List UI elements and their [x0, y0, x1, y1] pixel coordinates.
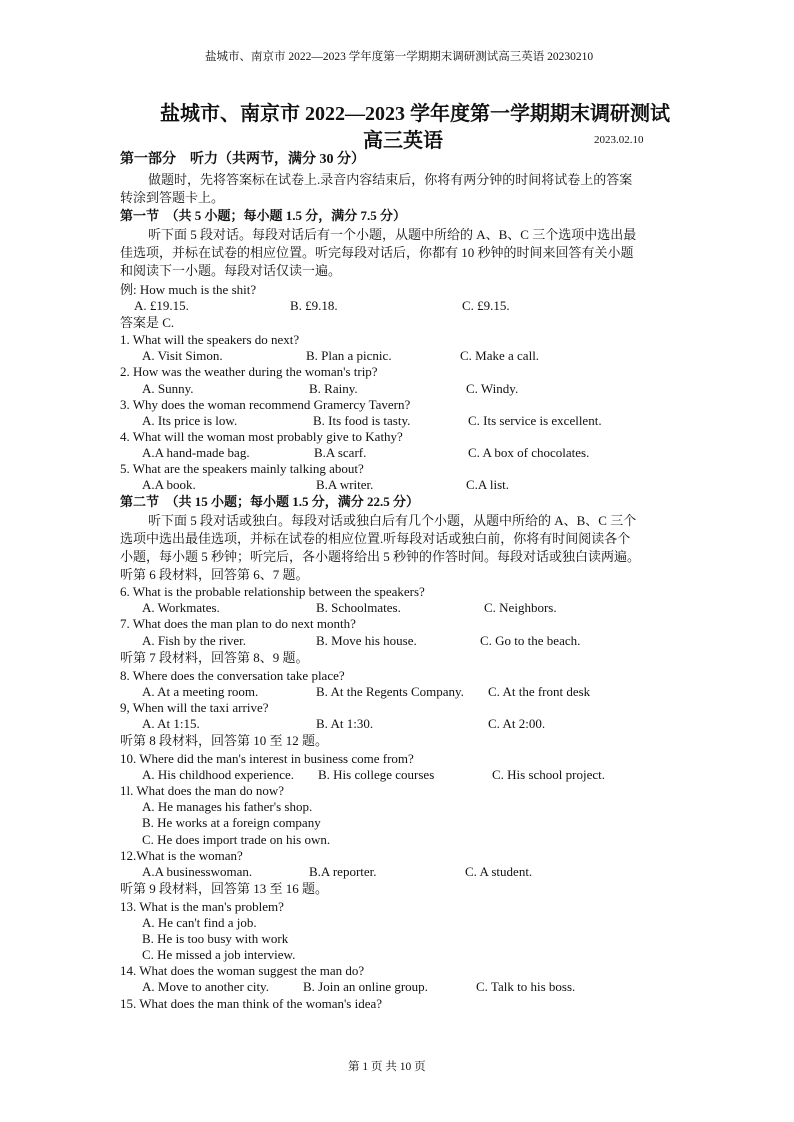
question-1-option-b: B. Plan a picnic.	[306, 348, 392, 363]
question-6-option-c: C. Neighbors.	[484, 600, 557, 615]
question-13: 13. What is the man's problem?	[120, 899, 284, 914]
material-6-note: 听第 6 段材料，回答第 6、7 题。	[120, 567, 309, 582]
question-5-option-b: B.A writer.	[316, 477, 374, 492]
example-answer: 答案是 C.	[120, 315, 175, 330]
question-14: 14. What does the woman suggest the man do?	[120, 963, 365, 978]
question-6-option-a: A. Workmates.	[142, 600, 220, 615]
question-4: 4. What will the woman most probably give to Kathy?	[120, 429, 403, 444]
question-9-option-b: B. At 1:30.	[316, 716, 374, 731]
question-12-option-a: A.A businesswoman.	[142, 864, 253, 879]
section2-heading: 第二节 （共 15 小题；每小题 1.5 分，满分 22.5 分）	[120, 494, 420, 509]
question-8-option-c: C. At the front desk	[488, 684, 591, 699]
question-12-option-b: B.A reporter.	[309, 864, 377, 879]
question-7-option-b: B. Move his house.	[316, 633, 417, 648]
question-8: 8. Where does the conversation take place?	[120, 668, 345, 683]
question-13-option-b: B. He is too busy with work	[142, 931, 289, 946]
material-9-note: 听第 9 段材料，回答第 13 至 16 题。	[120, 881, 329, 896]
question-2-option-c: C. Windy.	[466, 381, 519, 396]
section1-instruction-3: 和阅读下一小题。每段对话仅读一遍。	[120, 263, 342, 278]
question-12: 12.What is the woman?	[120, 848, 243, 863]
question-3-option-c: C. Its service is excellent.	[468, 413, 602, 428]
question-10: 10. Where did the man's interest in business come from?	[120, 751, 414, 766]
question-2: 2. How was the weather during the woman's trip?	[120, 364, 378, 379]
question-7: 7. What does the man plan to do next month?	[120, 616, 356, 631]
section1-instruction: 听下面 5 段对话。每段对话后有一个小题，从题中所给的 A、B、C 三个选项中选出最	[148, 227, 637, 242]
question-12-option-c: C. A student.	[465, 864, 533, 879]
page-footer: 第 1 页 共 10 页	[348, 1061, 426, 1073]
material-7-note: 听第 7 段材料，回答第 8、9 题。	[120, 650, 309, 665]
question-11: 1l. What does the man do now?	[120, 783, 285, 798]
question-13-option-c: C. He missed a job interview.	[142, 947, 296, 962]
question-1-option-a: A. Visit Simon.	[142, 348, 223, 363]
question-13-option-a: A. He can't find a job.	[142, 915, 257, 930]
part1-instruction-cont: 转涂到答题卡上。	[120, 190, 225, 205]
question-9-option-c: C. At 2:00.	[488, 716, 546, 731]
exam-subtitle: 高三英语	[363, 130, 443, 152]
question-1-option-c: C. Make a call.	[460, 348, 540, 363]
part1-heading: 第一部分 听力（共两节，满分 30 分）	[120, 152, 365, 167]
question-3-option-a: A. Its price is low.	[142, 413, 238, 428]
example-option-b: B. £9.18.	[290, 298, 338, 313]
question-14-option-a: A. Move to another city.	[142, 979, 269, 994]
section1-instruction-2: 佳选项，并标在试卷的相应位置。听完每段对话后，你都有 10 秒钟的时间来回答有关小题	[120, 245, 634, 260]
section2-instruction-3: 小题，每小题 5 秒钟；听完后，各小题将给出 5 秒钟的作答时间。每段对话或独白读两遍。	[120, 549, 641, 564]
question-4-option-b: B.A scarf.	[314, 445, 367, 460]
question-11-option-b: B. He works at a foreign company	[142, 815, 321, 830]
question-1: 1. What will the speakers do next?	[120, 332, 300, 347]
question-8-option-b: B. At the Regents Company.	[316, 684, 464, 699]
question-3-option-b: B. Its food is tasty.	[313, 413, 411, 428]
exam-title: 盐城市、南京市 2022—2023 学年度第一学期期末调研测试	[160, 103, 670, 125]
question-5-option-c: C.A list.	[466, 477, 509, 492]
exam-date: 2023.02.10	[594, 134, 644, 146]
question-10-option-a: A. His childhood experience.	[142, 767, 294, 782]
section1-heading: 第一节 （共 5 小题；每小题 1.5 分，满分 7.5 分）	[120, 208, 407, 223]
example-option-a: A. £19.15.	[134, 298, 189, 313]
question-4-option-c: C. A box of chocolates.	[468, 445, 590, 460]
question-10-option-c: C. His school project.	[492, 767, 606, 782]
question-5-option-a: A.A book.	[142, 477, 196, 492]
question-14-option-c: C. Talk to his boss.	[476, 979, 576, 994]
question-8-option-a: A. At a meeting room.	[142, 684, 259, 699]
question-15: 15. What does the man think of the woman's idea?	[120, 996, 383, 1011]
question-2-option-a: A. Sunny.	[142, 381, 194, 396]
question-7-option-a: A. Fish by the river.	[142, 633, 246, 648]
example-option-c: C. £9.15.	[462, 298, 510, 313]
question-2-option-b: B. Rainy.	[309, 381, 358, 396]
section2-instruction-2: 选项中选出最佳选项，并标在试卷的相应位置.听每段对话或独白前，你将有时间阅读各个	[120, 531, 631, 546]
material-8-note: 听第 8 段材料，回答第 10 至 12 题。	[120, 733, 329, 748]
question-9-option-a: A. At 1:15.	[142, 716, 200, 731]
question-7-option-c: C. Go to the beach.	[480, 633, 581, 648]
question-6-option-b: B. Schoolmates.	[316, 600, 401, 615]
section2-instruction: 听下面 5 段对话或独白。每段对话或独白后有几个小题，从题中所给的 A、B、C 三个	[148, 513, 637, 528]
question-14-option-b: B. Join an online group.	[303, 979, 428, 994]
question-11-option-c: C. He does import trade on his own.	[142, 832, 331, 847]
example-question: 例: How much is the shit?	[120, 282, 257, 297]
question-11-option-a: A. He manages his father's shop.	[142, 799, 313, 814]
question-9: 9, When will the taxi arrive?	[120, 700, 269, 715]
question-10-option-b: B. His college courses	[318, 767, 435, 782]
part1-instruction: 做题时，先将答案标在试卷上.录音内容结束后，你将有两分钟的时间将试卷上的答案	[148, 172, 633, 187]
page-header: 盐城市、南京市 2022—2023 学年度第一学期期末调研测试高三英语 20230210	[205, 51, 594, 63]
question-4-option-a: A.A hand-made bag.	[142, 445, 250, 460]
question-6: 6. What is the probable relationship between the speakers?	[120, 584, 425, 599]
question-3: 3. Why does the woman recommend Gramercy Tavern?	[120, 397, 411, 412]
question-5: 5. What are the speakers mainly talking about?	[120, 461, 364, 476]
